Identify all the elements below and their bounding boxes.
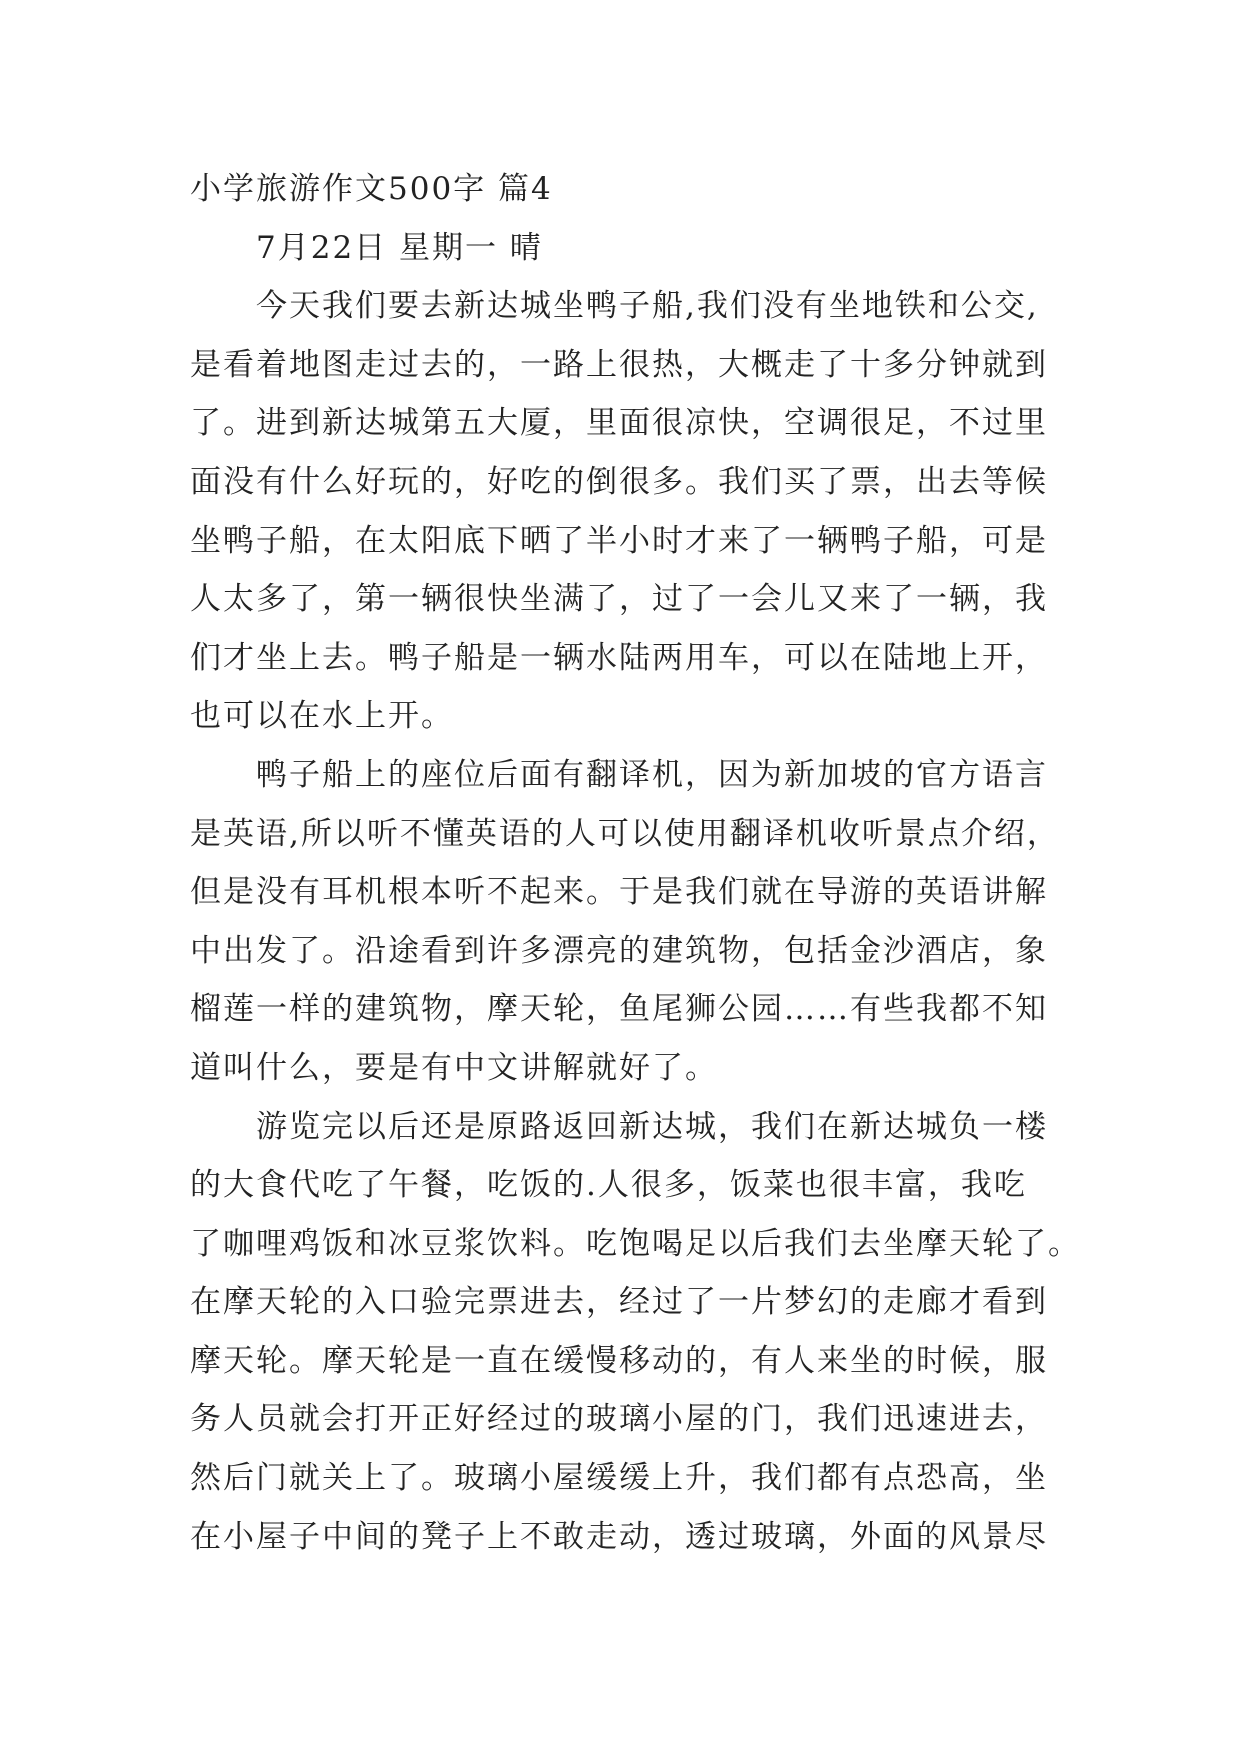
text-line: 鸭子船上的座位后面有翻译机，因为新加坡的官方语言: [256, 756, 1048, 793]
document-title: 小学旅游作文500字 篇4: [190, 171, 553, 207]
text-line: 人太多了，第一辆很快坐满了，过了一会儿又来了一辆，我: [190, 581, 1048, 618]
text-line: 的大食代吃了午餐，吃饭的.人很多，饭菜也很丰富，我吃: [190, 1167, 1027, 1204]
text-line: 也可以在水上开。: [190, 698, 454, 735]
text-line: 道叫什么，要是有中文讲解就好了。: [190, 1049, 718, 1086]
document-body: [190, 160, 1080, 1566]
text-line: 是看着地图走过去的，一路上很热，大概走了十多分钟就到: [190, 346, 1048, 383]
text-line: 了。进到新达城第五大厦，里面很凉快，空调很足，不过里: [190, 405, 1048, 442]
date-weather-line: 7月22日 星期一 晴: [256, 229, 543, 266]
text-line: 游览完以后还是原路返回新达城，我们在新达城负一楼: [256, 1108, 1048, 1145]
text-line: 们才坐上去。鸭子船是一辆水陆两用车，可以在陆地上开，: [190, 639, 1048, 676]
text-line: 榴莲一样的建筑物，摩天轮，鱼尾狮公园……有些我都不知: [190, 991, 1048, 1028]
text-line: 然后门就关上了。玻璃小屋缓缓上升，我们都有点恐高，坐: [190, 1460, 1048, 1497]
text-line: 但是没有耳机根本听不起来。于是我们就在导游的英语讲解: [190, 874, 1048, 911]
text-line: 坐鸭子船，在太阳底下晒了半小时才来了一辆鸭子船，可是: [190, 522, 1048, 559]
text-line: 中出发了。沿途看到许多漂亮的建筑物，包括金沙酒店，象: [190, 932, 1048, 969]
text-line: 摩天轮。摩天轮是一直在缓慢移动的，有人来坐的时候，服: [190, 1342, 1048, 1379]
text-line: 在小屋子中间的凳子上不敢走动，透过玻璃，外面的风景尽: [190, 1518, 1048, 1555]
text-line: 是英语,所以听不懂英语的人可以使用翻译机收听景点介绍，: [190, 815, 1060, 852]
text-line: 面没有什么好玩的，好吃的倒很多。我们买了票，出去等候: [190, 463, 1048, 500]
text-line: 在摩天轮的入口验完票进去，经过了一片梦幻的走廊才看到: [190, 1284, 1048, 1321]
text-line: 了咖哩鸡饭和冰豆浆饮料。吃饱喝足以后我们去坐摩天轮了。: [190, 1225, 1081, 1262]
text-line: 务人员就会打开正好经过的玻璃小屋的门，我们迅速进去，: [190, 1401, 1048, 1438]
text-line: 今天我们要去新达城坐鸭子船,我们没有坐地铁和公交,: [256, 288, 1039, 325]
